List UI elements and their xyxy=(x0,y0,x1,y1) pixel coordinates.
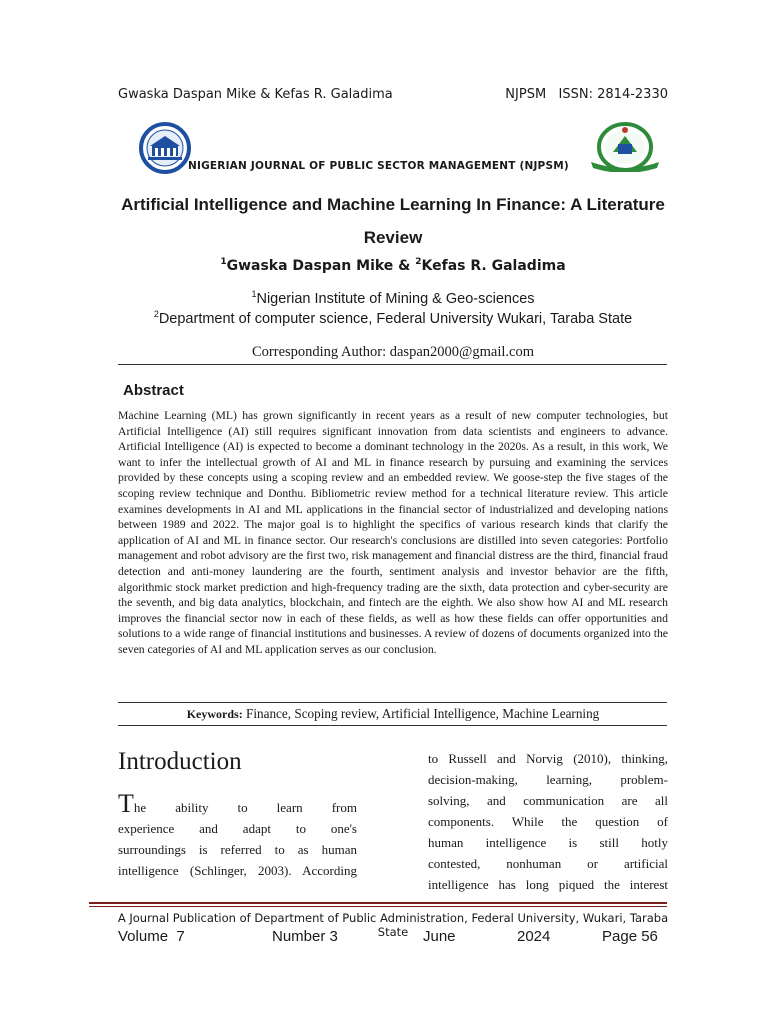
affiliation-2 xyxy=(118,309,668,327)
intro-left-line: The ability to learn from xyxy=(118,789,357,818)
running-head-issn: NJPSM ISSN: 2814-2330 xyxy=(505,87,668,102)
author-1-name: Gwaska Daspan Mike & xyxy=(226,258,416,274)
paper-title: Artificial Intelligence and Machine Learning In Finance: A Literature Review xyxy=(121,195,665,247)
introduction-right-column xyxy=(428,748,668,895)
abstract-body: Machine Learning (ML) has grown significantly in recent years as a result of new computer technologies, but Artificial Intelligence (AI) still requires significant innovation from data scientists and engineers to advance. Artificial Intelligence (AI) is expected to become a dominant technology in the 2020s. As a result, in this work, We want to infer the intellectual growth of AI and ML in finance research by pursuing and examining the services provided by these concepts using a scoping review and an embedded review. We goose-step the five stages of the scoping review technique and Donthu. Bibliometric review method for a technical literature review. This article examines developments in AI and ML applications in the financial sector of industrialized and developing nations between 1989 and 2022. The major goal is to highlight the specifics of various research kinds that clarify the application of AI and ML in finance sector. Our research's conclusions are distilled into seven categories: Portfolio management and robot advisory are the first two, risk management and financial distress are the third, financial fraud detection and anti-money laundering are the fourth, sentiment analysis and investor behavior are the fifth, algorithmic stock market prediction and high-frequency trading are the sixth, data protection and cyber-security are the seventh, and big data analytics, blockchain, and fintech are the eighth. We also show how AI and ML research improves the financial sector now in each of these fields, as well as how these fields can offer opportunities and solutions to a wide range of financial institutions and businesses. A review of dozens of documents organized into the seven categories of AI and ML application serves as our conclusion. xyxy=(118,409,668,656)
running-head-authors: Gwaska Daspan Mike & Kefas R. Galadima xyxy=(118,87,393,102)
footer-number: Number 3 xyxy=(272,928,338,945)
divider xyxy=(118,364,667,365)
footer-month: June xyxy=(423,928,456,945)
introduction-left-column xyxy=(118,789,357,881)
drop-cap: T xyxy=(118,789,134,818)
introduction-heading: Introduction xyxy=(118,748,242,775)
intro-right-line: human intelligence is still hotly xyxy=(428,835,668,850)
running-head xyxy=(118,87,668,102)
intro-right-line: decision-making, learning, problem- xyxy=(428,772,668,787)
affiliation-2-number: 2 xyxy=(153,309,159,319)
intro-right-line: intelligence has long piqued the interest xyxy=(428,877,668,892)
journal-name: NIGERIAN JOURNAL OF PUBLIC SECTOR MANAGEMENT (NJPSM) xyxy=(188,160,569,172)
author-2-affil-number: 2 xyxy=(415,257,422,267)
intro-left-line: intelligence (Schlinger, 2003). According xyxy=(118,863,357,878)
keywords-line xyxy=(118,706,668,722)
affiliation-1 xyxy=(118,289,668,307)
footer-year: 2024 xyxy=(517,928,551,945)
intro-left-line: experience and adapt to one's xyxy=(118,821,357,836)
intro-right-line: contested, nonhuman or artificial xyxy=(428,856,668,871)
corresponding-author: Corresponding Author: daspan2000@gmail.com xyxy=(252,344,534,360)
affiliation-2-text: Department of computer science, Federal University Wukari, Taraba State xyxy=(158,311,633,327)
author-2-name: Kefas R. Galadima xyxy=(421,258,566,274)
intro-right-line: components. While the question of xyxy=(428,814,668,829)
affiliation-1-text: Nigerian Institute of Mining & Geo-sciences xyxy=(256,291,535,307)
divider xyxy=(118,725,667,726)
divider xyxy=(118,702,667,703)
footer-page: Page 56 xyxy=(602,928,658,945)
footer-volume: Volume 7 xyxy=(118,928,185,945)
keywords-label: Keywords: xyxy=(186,707,243,721)
footer-rule xyxy=(89,902,667,904)
affiliation-1-number: 1 xyxy=(251,289,257,299)
intro-right-line: solving, and communication are all xyxy=(428,793,668,808)
footer-publication: A Journal Publication of Department of Public Administration, Federal University, Wukari, Taraba State xyxy=(117,911,669,939)
keywords-text: Finance, Scoping review, Artificial Intelligence, Machine Learning xyxy=(242,706,600,721)
author-line xyxy=(118,257,668,274)
intro-right-line: to Russell and Norvig (2010), thinking, xyxy=(428,751,668,766)
footer-rule xyxy=(89,906,667,907)
intro-left-line: surroundings is referred to as human xyxy=(118,842,357,857)
author-1-affil-number: 1 xyxy=(220,257,227,267)
abstract-heading: Abstract xyxy=(123,382,184,399)
